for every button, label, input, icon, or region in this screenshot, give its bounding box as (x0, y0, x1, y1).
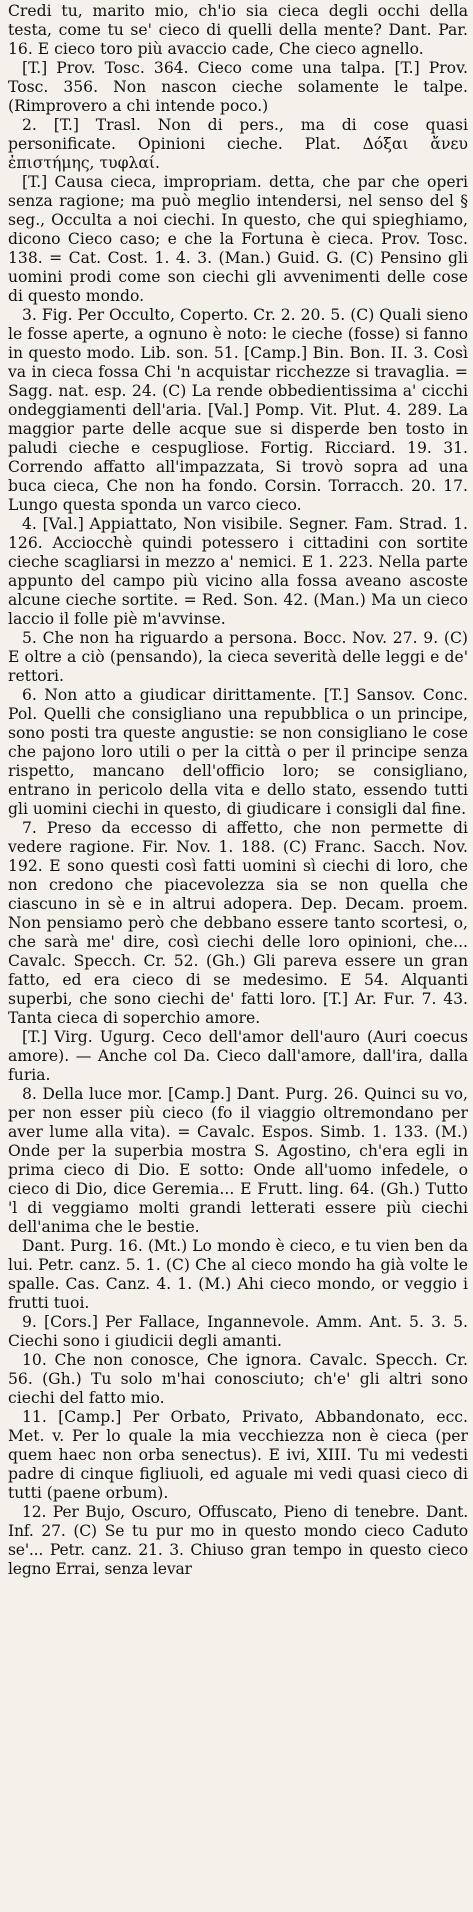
entry-sense-8: 8. Della luce mor. [Camp.] Dant. Purg. 26. Quinci su vo, per non esser più cieco (fo il viaggio oltremondano per aver lume alla vita). = Cavalc. Espos. Simb. 1. 133. (M.) Onde per la superbia mostra S. Agostino, ch'era egli in prima cieco di Dio. E sotto: Onde all'uomo infedele, o cieco di Dio, dice Geremia... E Frutt. ling. 64. (Gh.) Tutto 'l di veggiamo molti grandi letterati essere più ciechi dell'anima che le bestie. (8, 1085, 468, 1236)
entry-sense-3: 3. Fig. Per Occulto, Coperto. Cr. 2. 20. 5. (C) Quali sieno le fosse aperte, a ognuno è noto: le cieche (fosse) si fanno in questo modo. Lib. son. 51. [Camp.] Bin. Bon. II. 3. Così va in cieca fossa Chi 'n acquistar ricchezze si travaglia. = Sagg. nat. esp. 24. (C) La rende obbedientissima a' cicchi ondeggiamenti dell'aria. [Val.] Pomp. Vit. Plut. 4. 289. La maggior parte delle acque sue si disperde ben tosto in paludi cieche e cespugliose. Fortig. Ricciard. 19. 31. Correndo affatto all'impazzata, Si trovò sopra ad una buca cieca, Che non ha fondo. Corsin. Torracch. 20. 17. Lungo questa sponda un varco cieco. (8, 306, 468, 514)
entry-sense-2-note: [T.] Causa cieca, impropriam. detta, che par che operi senza ragione; ma può meglio intendersi, nel senso del § seg., Occulta a noi ciechi. In questo, che qui spieghiamo, dicono Cieco caso; e che la Fortuna è cieca. Prov. Tosc. 138. = Cat. Cost. 1. 4. 3. (Man.) Guid. G. (C) Pensino gli uomini prodi come son ciechi gli avvenimenti delle cose di questo mondo. (8, 173, 468, 305)
entry-sense-6: 6. Non atto a giudicar dirittamente. [T.] Sansov. Conc. Pol. Quelli che consigliano una repubblica o un principe, sono posti tra queste angustie: se non consigliano le cose che pajono loro utili o per la città o per il principe senza rispetto, mancano dell'officio loro; se consigliano, entrano in pericolo della vita e dello stato, essendo tutti gli uomini ciechi in questo, di giudicare i consigli dal fine. (8, 686, 468, 818)
entry-sense-4: 4. [Val.] Appiattato, Non visibile. Segner. Fam. Strad. 1. 126. Acciocchè quindi potessero i cittadini con sortite cieche scagliarsi in mezzo a' nemici. E 1. 223. Nella parte appunto del campo più vicino alla fossa aveano ascoste alcune cieche sortite. = Red. Son. 42. (Man.) Ma un cieco laccio il folle piè m'avvinse. (8, 515, 468, 628)
entry-sense-5: 5. Che non ha riguardo a persona. Bocc. Nov. 27. 9. (C) E oltre a ciò (pensando), la cieca severità delle leggi e de' rettori. (8, 629, 468, 685)
entry-sense-11: 11. [Camp.] Per Orbato, Privato, Abbandonato, ecc. Met. v. Per lo quale la mia vecchiezza non è cieca (per quem haec non orba senectus). E ivi, XIII. Tu mi vedesti padre di cinque figliuoli, ed aguale mi vedi quasi cieco di tutti (paene orbum). (8, 1408, 468, 1502)
entry-proverbs: [T.] Prov. Tosc. 364. Cieco come una talpa. [T.] Prov. Tosc. 356. Non nascon cieche solamente le talpe. (Rimprovero a chi intende poco.) (8, 59, 468, 115)
entry-sense-12: 12. Per Bujo, Oscuro, Offuscato, Pieno di tenebre. Dant. Inf. 27. (C) Se tu pur mo in questo mondo cieco Caduto se'... Petr. canz. 21. 3. Chiuso gran tempo in questo cieco legno Errai, senza levar (8, 1503, 468, 1578)
entry-sense-8-note: Dant. Purg. 16. (Mt.) Lo mondo è cieco, e tu vien ben da lui. Petr. canz. 5. 1. (C) Che al cieco mondo ha già volte le spalle. Cas. Canz. 4. 1. (M.) Ahi cieco mondo, or veggio i frutti tuoi. (8, 1237, 468, 1312)
entry-sense-10: 10. Che non conosce, Che ignora. Cavalc. Specch. Cr. 56. (Gh.) Tu solo m'hai conosciuto; ch'e' gli altri sono ciechi del fatto mio. (8, 1351, 468, 1407)
entry-sense-9: 9. [Cors.] Per Fallace, Ingannevole. Amm. Ant. 5. 3. 5. Ciechi sono i giudicii degli amanti. (8, 1313, 468, 1350)
entry-continuation: Credi tu, marito mio, ch'io sia cieca degli occhi della testa, come tu se' cieco di quelli della mente? Dant. Par. 16. E cieco toro più avaccio cade, Che cieco agnello. (8, 2, 468, 58)
entry-sense-7-note: [T.] Virg. Ugurg. Ceco dell'amor dell'auro (Auri coecus amore). — Anche col Da. Cieco dall'amore, dall'ira, dalla furia. (8, 1028, 468, 1084)
entry-sense-7: 7. Preso da eccesso di affetto, che non permette di vedere ragione. Fir. Nov. 1. 188. (C) Franc. Sacch. Nov. 192. E sono questi così fatti uomini sì ciechi di loro, che non credono che piacevolezza sia se non quella che ciascuno in sè e in altrui adopera. Dep. Decam. proem. Non pensiamo però che debbano essere tanto scortesi, o, che sarà me' dire, così ciechi delle loro opinioni, che... Cavalc. Specch. Cr. 52. (Gh.) Gli pareva essere un gran fatto, ed era cieco di se medesimo. E 54. Alquanti superbi, che sono ciechi de' fatti loro. [T.] Ar. Fur. 7. 43. Tanta cieca di soperchio amore. (8, 819, 468, 1027)
entry-sense-2: 2. [T.] Trasl. Non di pers., ma di cose quasi personificate. Opinioni cieche. Plat. Δόξαι ἄνευ ἐπιστήμης, τυφλαί. (8, 116, 468, 172)
